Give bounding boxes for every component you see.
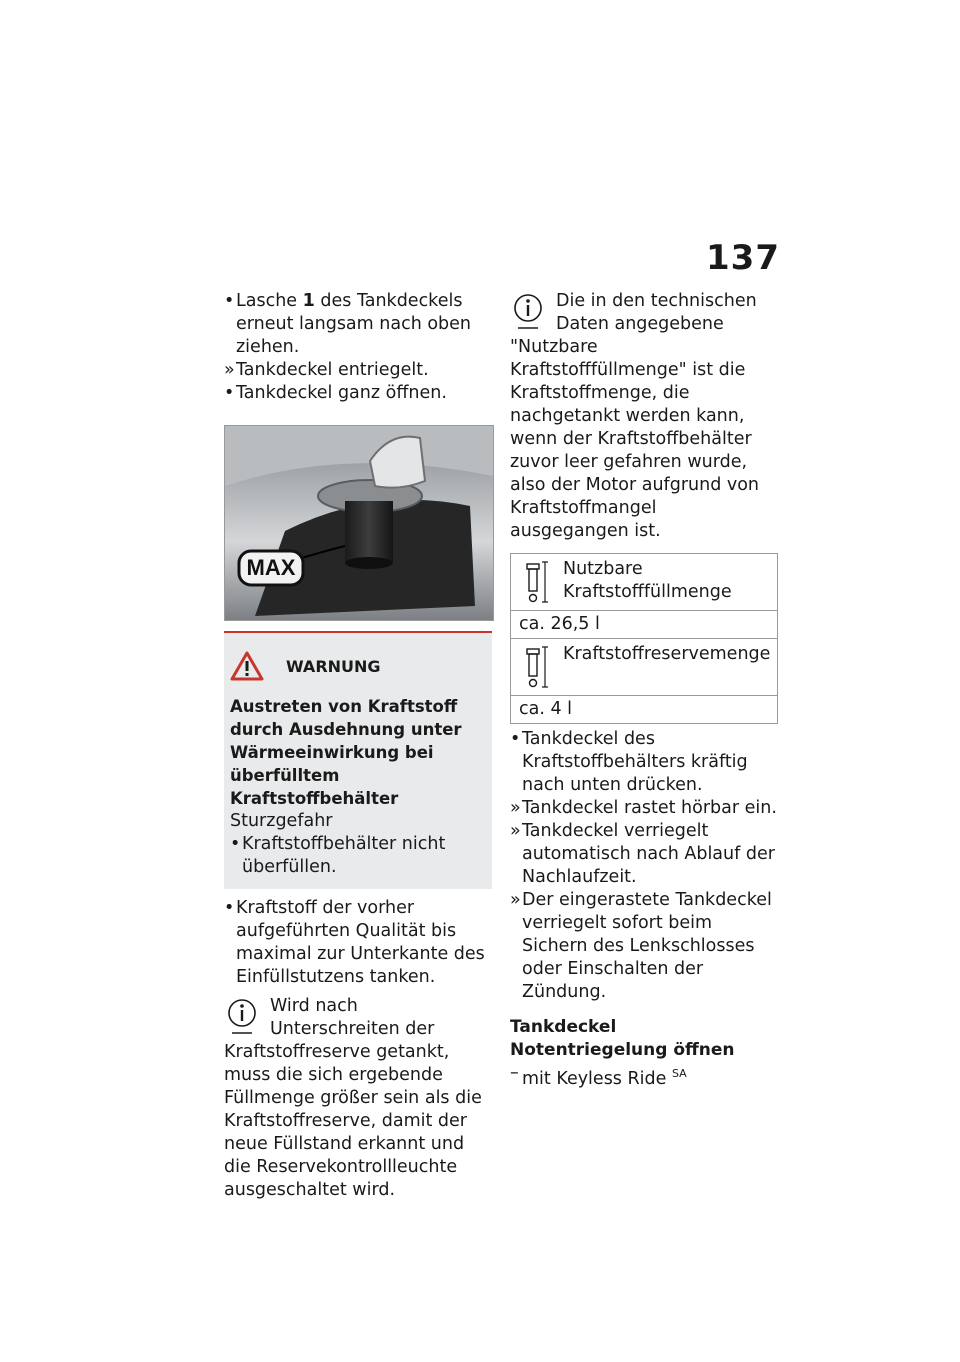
page-number: 137 (706, 238, 780, 278)
info-note-capacity (510, 290, 778, 543)
option-keyless-ride: – mit Keyless Ride $^{SA}$ (510, 1063, 687, 1089)
section-heading: Tankdeckel Notentriegelung öffnen (510, 1017, 735, 1060)
left-column (224, 290, 492, 1202)
warning-box (224, 631, 492, 889)
spec-value: ca. 4 l (519, 699, 573, 719)
warning-action: • Kraftstoffbehälter nicht überfüllen. (230, 834, 446, 877)
step-press-cap: • Tankdeckel des Kraftstoffbehälters kräftig nach unten drücken. (510, 729, 748, 795)
result-auto-lock: » Tankdeckel verriegelt automatisch nach Ablauf der Nachlaufzeit. (510, 821, 775, 887)
warning-triangle-icon (230, 651, 264, 681)
warning-subtitle: Austreten von Kraftstoff durch Ausdehnung unter Wärmeeinwirkung bei überfülltem Kraftstoffbehälter (230, 697, 462, 808)
result-immediate-lock: » Der eingerastete Tankdeckel verriegelt sofort beim Sichern des Lenkschlosses oder Einschalten der Zündung. (510, 890, 772, 1002)
info-note-text: Die in den technischen Daten angegebene "Nutzbare Kraftstofffüllmenge" ist die Kraftstoffmenge, die nachgetankt werden kann, wenn der Kraftstoffbehälter zuvor leer gefahren wurde, also der Motor aufgrund von Kraftstoffmangel ausgegangen ist. (510, 291, 760, 541)
spec-label-row (511, 554, 777, 611)
max-label: MAX (246, 555, 296, 580)
option-badge: SA (671, 1067, 687, 1080)
step-open-cap: • Tankdeckel ganz öffnen. (224, 383, 447, 403)
fuel-filler-photo (224, 425, 494, 621)
spec-value: ca. 26,5 l (519, 614, 600, 634)
info-note-text: Wird nach Unterschreiten der Kraftstoffreserve getankt, muss die sich ergebende Füllmenge größer sein als die Kraftstoffreserve, damit der neue Füllstand erkannt und die Reservekontrollleuchte ausgeschaltet wird. (224, 996, 482, 1200)
fuel-filler-illustration (225, 426, 493, 620)
info-icon (512, 292, 544, 332)
result-clicks: » Tankdeckel rastet hörbar ein. (510, 798, 777, 818)
step-refuel: • Kraftstoff der vorher aufgeführten Qualität bis maximal zur Unterkante des Einfüllstutzens tanken. (224, 898, 485, 987)
step-pull-tab: • Lasche 1 des Tankdeckels erneut langsam nach oben ziehen. (224, 291, 472, 357)
spec-label-row (511, 639, 777, 696)
spec-reserve (510, 639, 778, 724)
right-column (510, 290, 778, 1091)
callout-number: 1 (302, 291, 315, 311)
fuel-gauge-icon (519, 643, 549, 691)
info-note-reserve (224, 995, 492, 1202)
result-unlocked: » Tankdeckel entriegelt. (224, 360, 429, 380)
warning-header (230, 651, 486, 681)
spec-label: Nutzbare Kraftstofffüllmenge (563, 559, 732, 602)
spec-usable-capacity (510, 553, 778, 639)
warning-title: WARNUNG (286, 656, 381, 676)
warning-consequence: Sturzgefahr (230, 811, 333, 831)
fuel-gauge-icon (519, 558, 549, 606)
info-icon (226, 997, 258, 1037)
spec-label: Kraftstoffreservemenge (563, 644, 771, 664)
